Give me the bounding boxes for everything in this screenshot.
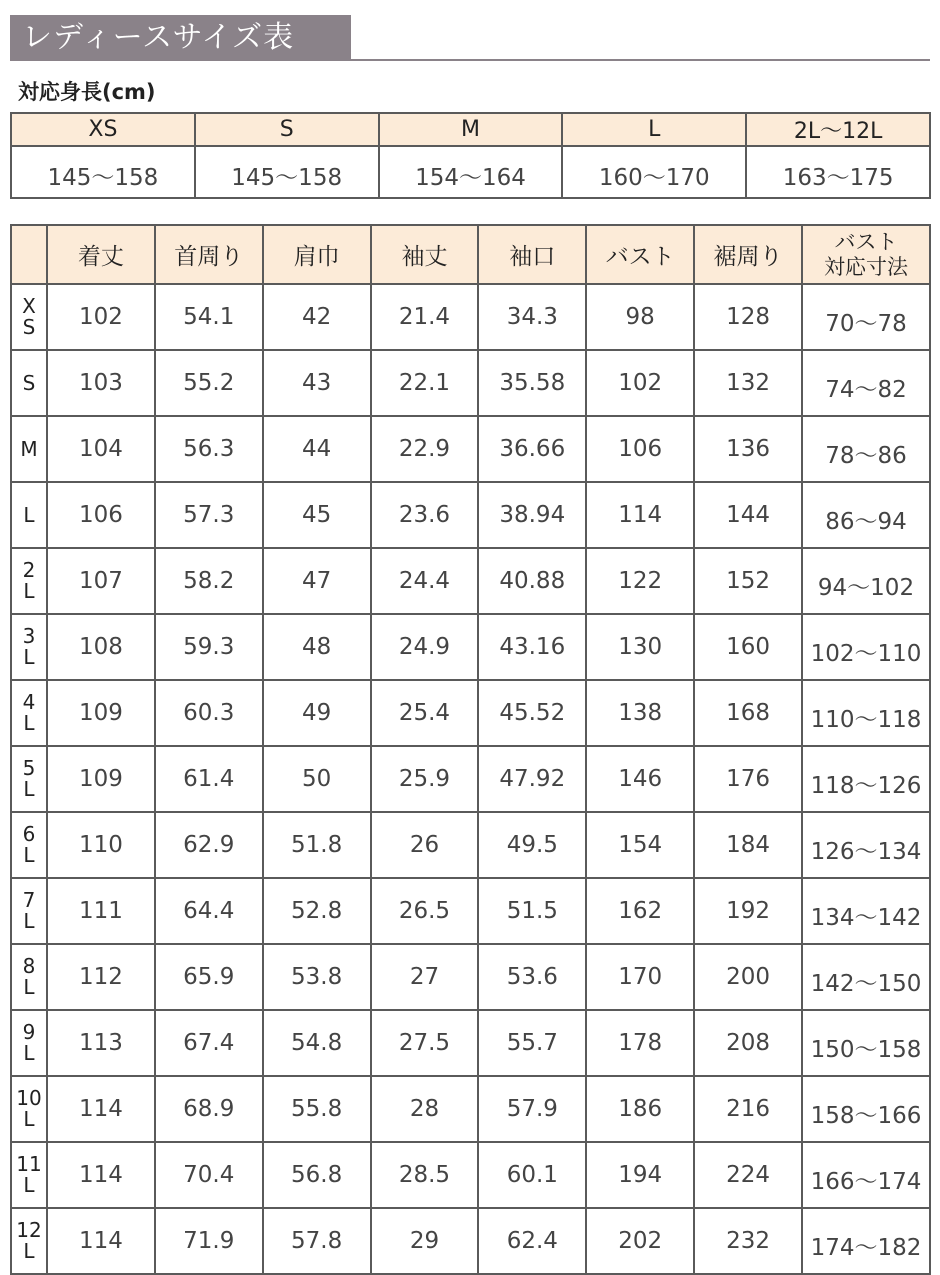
table-row	[11, 1208, 930, 1274]
measure-cell: 224	[694, 1142, 802, 1208]
corner-cell	[11, 225, 47, 284]
measure-cell: 34.3	[478, 284, 586, 350]
measure-cell: 114	[47, 1076, 155, 1142]
measure-cell: 62.4	[478, 1208, 586, 1274]
measure-cell: 232	[694, 1208, 802, 1274]
measure-cell: 28.5	[371, 1142, 479, 1208]
measure-cell: 184	[694, 812, 802, 878]
measure-cell: 122	[586, 548, 694, 614]
measure-cell: 29	[371, 1208, 479, 1274]
table-row	[11, 1142, 930, 1208]
size-label-cell: 4 L	[11, 680, 47, 746]
measure-cell: 54.1	[155, 284, 263, 350]
column-header: バスト	[586, 225, 694, 284]
height-table	[10, 112, 931, 199]
measure-cell: 68.9	[155, 1076, 263, 1142]
measure-cell: 36.66	[478, 416, 586, 482]
height-size-cell: 2L〜12L	[746, 113, 930, 146]
measure-cell: 25.9	[371, 746, 479, 812]
measure-cell: 112	[47, 944, 155, 1010]
measure-cell: 65.9	[155, 944, 263, 1010]
table-row	[11, 1076, 930, 1142]
table-row	[11, 878, 930, 944]
table-row	[11, 350, 930, 416]
size-label-cell: M	[11, 416, 47, 482]
measure-cell: 27.5	[371, 1010, 479, 1076]
measure-cell: 162	[586, 878, 694, 944]
measure-cell: 114	[47, 1142, 155, 1208]
measure-cell: 58.2	[155, 548, 263, 614]
size-label-cell: 9 L	[11, 1010, 47, 1076]
measure-cell: 28	[371, 1076, 479, 1142]
measurement-header-row	[11, 225, 930, 284]
bust-range-cell: 74〜82	[802, 350, 930, 416]
bust-range-cell: 174〜182	[802, 1208, 930, 1274]
measurement-body	[11, 284, 930, 1274]
measure-cell: 47.92	[478, 746, 586, 812]
size-label-cell: 10 L	[11, 1076, 47, 1142]
table-row	[11, 482, 930, 548]
measure-cell: 98	[586, 284, 694, 350]
measure-cell: 49	[263, 680, 371, 746]
measure-cell: 57.8	[263, 1208, 371, 1274]
measure-cell: 40.88	[478, 548, 586, 614]
column-header: 肩巾	[263, 225, 371, 284]
measure-cell: 178	[586, 1010, 694, 1076]
height-value-cell: 145〜158	[11, 146, 195, 198]
height-value-cell: 154〜164	[379, 146, 563, 198]
measure-cell: 45	[263, 482, 371, 548]
table-row	[11, 548, 930, 614]
height-value-cell: 160〜170	[562, 146, 746, 198]
bust-range-cell: 94〜102	[802, 548, 930, 614]
measure-cell: 22.9	[371, 416, 479, 482]
measure-cell: 57.3	[155, 482, 263, 548]
measure-cell: 55.8	[263, 1076, 371, 1142]
size-label-cell: 8 L	[11, 944, 47, 1010]
measure-cell: 192	[694, 878, 802, 944]
size-label-cell: 2 L	[11, 548, 47, 614]
measure-cell: 24.9	[371, 614, 479, 680]
size-label-cell: 11 L	[11, 1142, 47, 1208]
height-size-cell: L	[562, 113, 746, 146]
measure-cell: 108	[47, 614, 155, 680]
height-size-cell: M	[379, 113, 563, 146]
measure-cell: 160	[694, 614, 802, 680]
measure-cell: 48	[263, 614, 371, 680]
measure-cell: 106	[586, 416, 694, 482]
measure-cell: 111	[47, 878, 155, 944]
measure-cell: 43.16	[478, 614, 586, 680]
measure-cell: 64.4	[155, 878, 263, 944]
height-size-cell: XS	[11, 113, 195, 146]
measure-cell: 51.8	[263, 812, 371, 878]
measurement-table	[10, 224, 931, 1275]
measure-cell: 50	[263, 746, 371, 812]
bust-range-cell: 158〜166	[802, 1076, 930, 1142]
measure-cell: 44	[263, 416, 371, 482]
measure-cell: 114	[586, 482, 694, 548]
measure-cell: 27	[371, 944, 479, 1010]
table-row	[11, 812, 930, 878]
measure-cell: 132	[694, 350, 802, 416]
height-value-cell: 145〜158	[195, 146, 379, 198]
measure-cell: 216	[694, 1076, 802, 1142]
table-row	[11, 944, 930, 1010]
measure-cell: 22.1	[371, 350, 479, 416]
measure-cell: 102	[586, 350, 694, 416]
size-label-cell: 7 L	[11, 878, 47, 944]
measure-cell: 70.4	[155, 1142, 263, 1208]
measure-cell: 113	[47, 1010, 155, 1076]
measure-cell: 200	[694, 944, 802, 1010]
bust-range-cell: 118〜126	[802, 746, 930, 812]
measure-cell: 61.4	[155, 746, 263, 812]
column-header: 袖口	[478, 225, 586, 284]
measure-cell: 144	[694, 482, 802, 548]
measure-cell: 110	[47, 812, 155, 878]
height-size-cell: S	[195, 113, 379, 146]
bust-range-cell: 126〜134	[802, 812, 930, 878]
bust-range-cell: 86〜94	[802, 482, 930, 548]
measure-cell: 71.9	[155, 1208, 263, 1274]
column-header: 首周り	[155, 225, 263, 284]
column-header: 着丈	[47, 225, 155, 284]
measure-cell: 56.3	[155, 416, 263, 482]
measure-cell: 152	[694, 548, 802, 614]
measure-cell: 49.5	[478, 812, 586, 878]
measure-cell: 114	[47, 1208, 155, 1274]
measure-cell: 53.8	[263, 944, 371, 1010]
measure-cell: 35.58	[478, 350, 586, 416]
measure-cell: 170	[586, 944, 694, 1010]
measure-cell: 42	[263, 284, 371, 350]
measure-cell: 51.5	[478, 878, 586, 944]
measure-cell: 62.9	[155, 812, 263, 878]
size-label-cell: 3 L	[11, 614, 47, 680]
height-section-label: 対応身長(cm)	[18, 80, 156, 104]
size-label-cell: X S	[11, 284, 47, 350]
measure-cell: 106	[47, 482, 155, 548]
measure-cell: 59.3	[155, 614, 263, 680]
measure-cell: 107	[47, 548, 155, 614]
measure-cell: 55.2	[155, 350, 263, 416]
height-table-value-row	[11, 146, 930, 198]
measure-cell: 109	[47, 746, 155, 812]
measure-cell: 24.4	[371, 548, 479, 614]
size-label-cell: S	[11, 350, 47, 416]
table-row	[11, 680, 930, 746]
measure-cell: 57.9	[478, 1076, 586, 1142]
size-label-cell: 5 L	[11, 746, 47, 812]
bust-range-cell: 134〜142	[802, 878, 930, 944]
table-row	[11, 284, 930, 350]
measure-cell: 128	[694, 284, 802, 350]
bust-range-cell: 142〜150	[802, 944, 930, 1010]
bust-range-cell: 70〜78	[802, 284, 930, 350]
bust-range-cell: 166〜174	[802, 1142, 930, 1208]
measure-cell: 102	[47, 284, 155, 350]
title-underline	[351, 59, 930, 61]
column-header: 袖丈	[371, 225, 479, 284]
table-row	[11, 1010, 930, 1076]
table-row	[11, 416, 930, 482]
height-table-header-row	[11, 113, 930, 146]
measure-cell: 45.52	[478, 680, 586, 746]
column-header: バスト 対応寸法	[802, 225, 930, 284]
column-header: 裾周り	[694, 225, 802, 284]
measure-cell: 130	[586, 614, 694, 680]
measure-cell: 55.7	[478, 1010, 586, 1076]
measure-cell: 202	[586, 1208, 694, 1274]
measure-cell: 194	[586, 1142, 694, 1208]
measure-cell: 43	[263, 350, 371, 416]
size-label-cell: L	[11, 482, 47, 548]
height-value-cell: 163〜175	[746, 146, 930, 198]
measure-cell: 186	[586, 1076, 694, 1142]
size-label-cell: 6 L	[11, 812, 47, 878]
measure-cell: 26	[371, 812, 479, 878]
table-row	[11, 614, 930, 680]
measure-cell: 154	[586, 812, 694, 878]
measure-cell: 38.94	[478, 482, 586, 548]
measure-cell: 60.3	[155, 680, 263, 746]
measure-cell: 54.8	[263, 1010, 371, 1076]
measure-cell: 53.6	[478, 944, 586, 1010]
measure-cell: 60.1	[478, 1142, 586, 1208]
measure-cell: 138	[586, 680, 694, 746]
bust-range-cell: 150〜158	[802, 1010, 930, 1076]
measure-cell: 168	[694, 680, 802, 746]
page-title: レディースサイズ表	[10, 15, 351, 61]
measure-cell: 26.5	[371, 878, 479, 944]
bust-range-cell: 110〜118	[802, 680, 930, 746]
measure-cell: 47	[263, 548, 371, 614]
measure-cell: 21.4	[371, 284, 479, 350]
measure-cell: 104	[47, 416, 155, 482]
measure-cell: 23.6	[371, 482, 479, 548]
measure-cell: 67.4	[155, 1010, 263, 1076]
measure-cell: 56.8	[263, 1142, 371, 1208]
measure-cell: 25.4	[371, 680, 479, 746]
bust-range-cell: 102〜110	[802, 614, 930, 680]
bust-range-cell: 78〜86	[802, 416, 930, 482]
table-row	[11, 746, 930, 812]
measure-cell: 208	[694, 1010, 802, 1076]
measure-cell: 136	[694, 416, 802, 482]
measure-cell: 176	[694, 746, 802, 812]
measure-cell: 52.8	[263, 878, 371, 944]
measure-cell: 109	[47, 680, 155, 746]
measure-cell: 146	[586, 746, 694, 812]
measure-cell: 103	[47, 350, 155, 416]
size-label-cell: 12 L	[11, 1208, 47, 1274]
